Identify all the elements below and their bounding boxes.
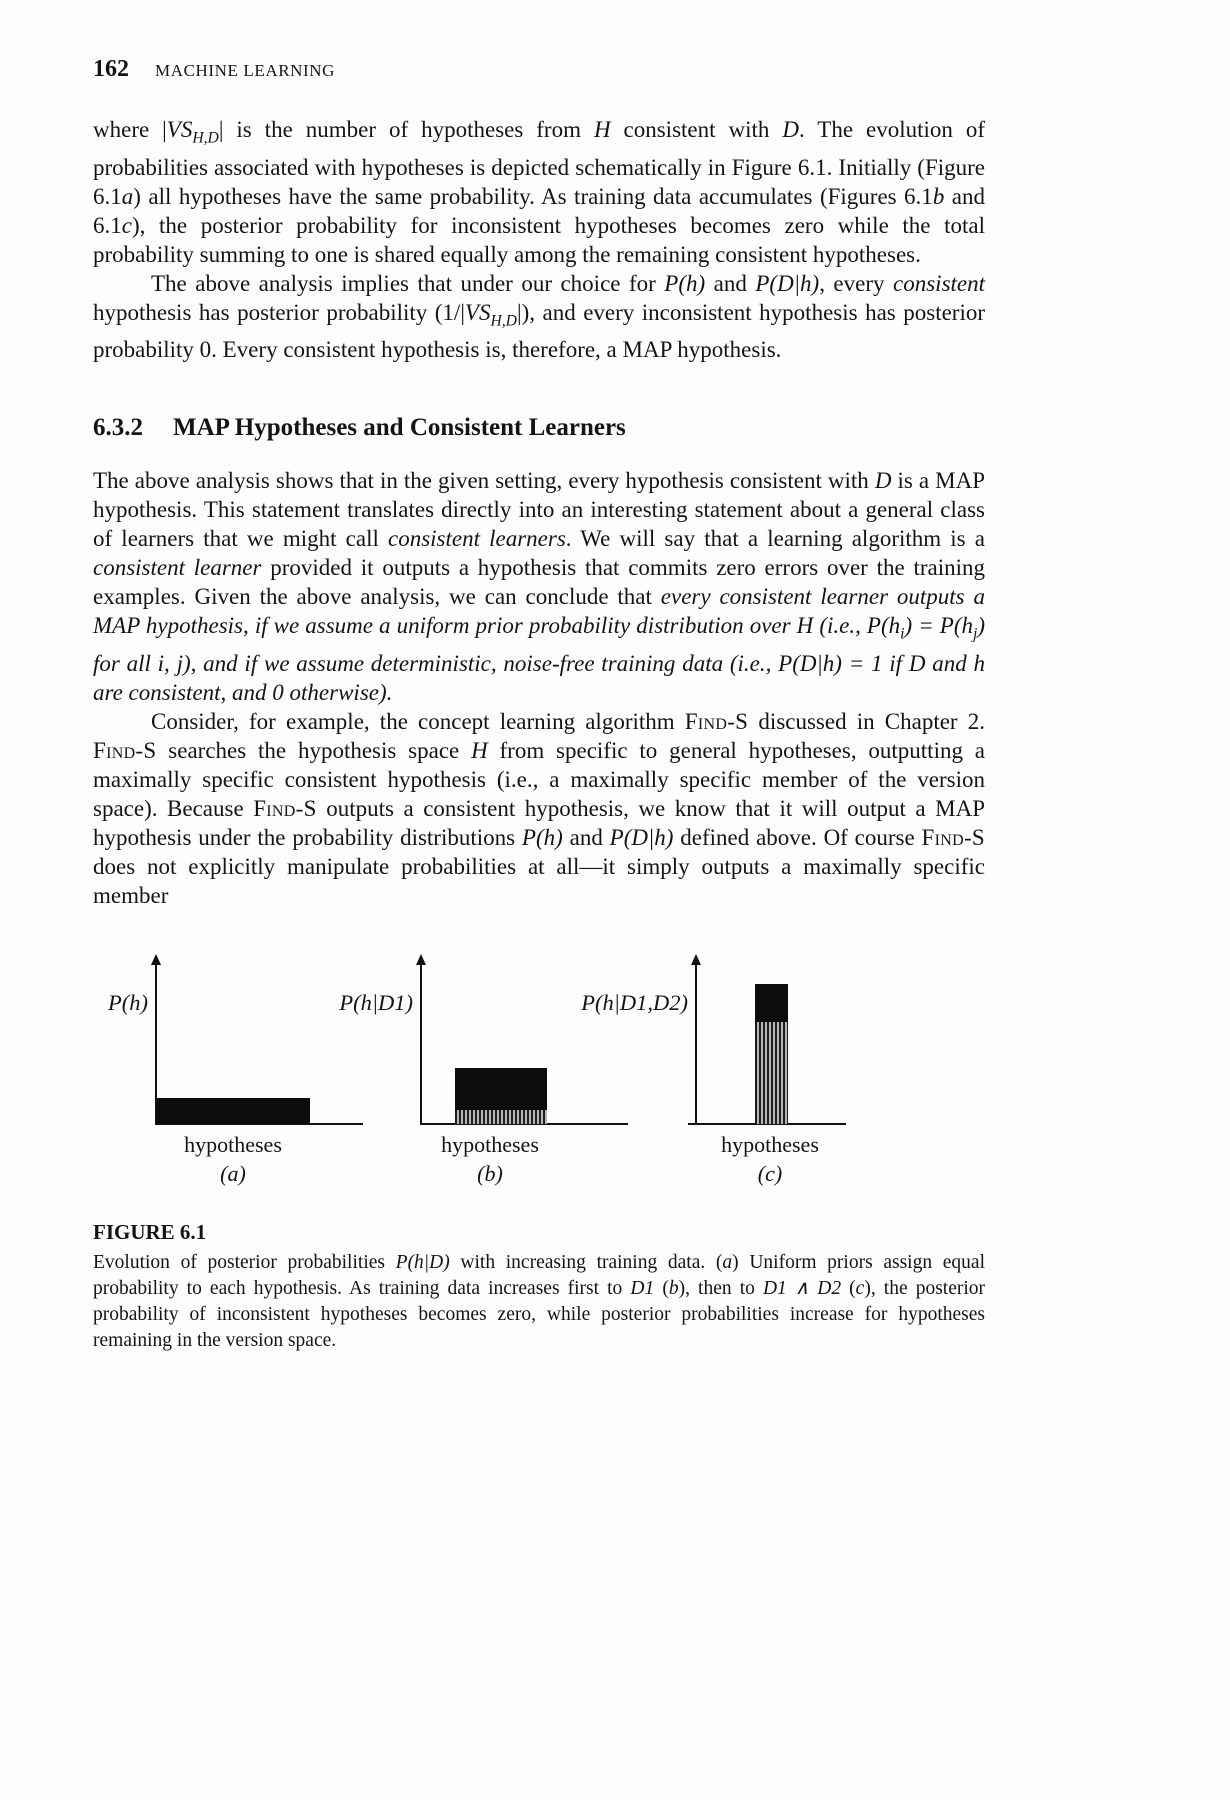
bar-black-segment (755, 984, 788, 1022)
panel-tag-a: (a) (220, 1160, 246, 1186)
probability-bar-c (755, 984, 788, 1124)
hypotheses-label-a: hypotheses (184, 1131, 282, 1157)
section-title: MAP Hypotheses and Consistent Learners (173, 414, 626, 442)
probability-bar-a (157, 1098, 310, 1124)
hypotheses-label-c: hypotheses (721, 1131, 819, 1157)
probability-bar-b (455, 1068, 547, 1124)
panel-tag-b: (b) (477, 1160, 503, 1186)
page-number: 162 (93, 56, 129, 82)
axis-label-b: P(h|D1) (339, 989, 413, 1015)
bar-hatch-segment (455, 1110, 547, 1124)
axis-label-a: P(h) (108, 989, 148, 1015)
figure-caption-title: FIGURE 6.1 (93, 1219, 207, 1244)
bar-hatch-segment (755, 1022, 788, 1124)
bar-black-segment (157, 1098, 310, 1124)
bar-black-segment (455, 1068, 547, 1110)
figure-caption (93, 1220, 985, 1354)
panel-tag-c: (c) (757, 1160, 783, 1186)
page-header (93, 56, 985, 83)
y-axis-line-c (695, 964, 697, 1124)
paragraph-4: Consider, for example, the concept learning algorithm Find-S discussed in Chapter 2. Find-S searches the hypothesis space H from specific to general hypotheses, outputting a maximally specific consistent hypothesis (i.e., a maximally specific member of the version space). Because Find-S outputs a consistent hypothesis, we know that it will output a MAP hypothesis under the probability distributions P(h) and P(D|h) defined above. Of course Find-S does not explicitly manipulate probabilities at all—it simply outputs a maximally specific member (93, 708, 985, 908)
section-number: 6.3.2 (93, 414, 143, 442)
y-axis-line-b (420, 964, 422, 1124)
paragraph-1: where $|VS_{H,D}|$ is the number of hypotheses from H consistent with D. The evolution of probabilities associated with hypotheses is depicted schematically in Figure 6.1. Initially (Figure 6.1a) all hypotheses have the same probability. As training data accumulates (Figures 6.1b and 6.1c), the posterior probability for inconsistent hypotheses becomes zero while the total probability summing to one is shared equally among the remaining consistent hypotheses. (93, 117, 985, 267)
figure-6-1 (93, 956, 985, 1194)
axis-label-c: P(h|D1,D2) (581, 989, 688, 1015)
paragraph-2: The above analysis implies that under our choice for P(h) and P(D|h), every consistent hypothesis has posterior probability $(1/|VS_{H,D}|)$, and every inconsistent hypothesis has posterior probability 0. Every consistent hypothesis is, therefore, a MAP hypothesis. (93, 270, 986, 363)
running-head-title: MACHINE LEARNING (155, 61, 336, 80)
hypotheses-label-b: hypotheses (441, 1131, 539, 1157)
section-heading (93, 414, 985, 442)
figure-caption-text: Evolution of posterior probabilities P(h|D) with increasing training data. (a) Uniform priors assign equal probability to each hypothesis. As training data increases first to D1 (b), then to D1 ∧ D2 (c), the posterior probability of inconsistent hypotheses becomes zero, while posterior probabilities increase for hypotheses remaining in the version space. (93, 1251, 986, 1351)
paragraph-3: The above analysis shows that in the given setting, every hypothesis consistent with D is a MAP hypothesis. This statement translates directly into an interesting statement about a general class of learners that we might call consistent learners. We will say that a learning algorithm is a consistent learner provided it outputs a hypothesis that commits zero errors over the training examples. Given the above analysis, we can conclude that every consistent learner outputs a MAP hypothesis, if we assume a uniform prior probability distribution over H (i.e., $P(h_i) = P(h_j)$ for all i, j), and if we assume deterministic, noise-free training data (i.e., P(D|h) = 1 if D and h are consistent, and 0 otherwise). (93, 468, 986, 705)
